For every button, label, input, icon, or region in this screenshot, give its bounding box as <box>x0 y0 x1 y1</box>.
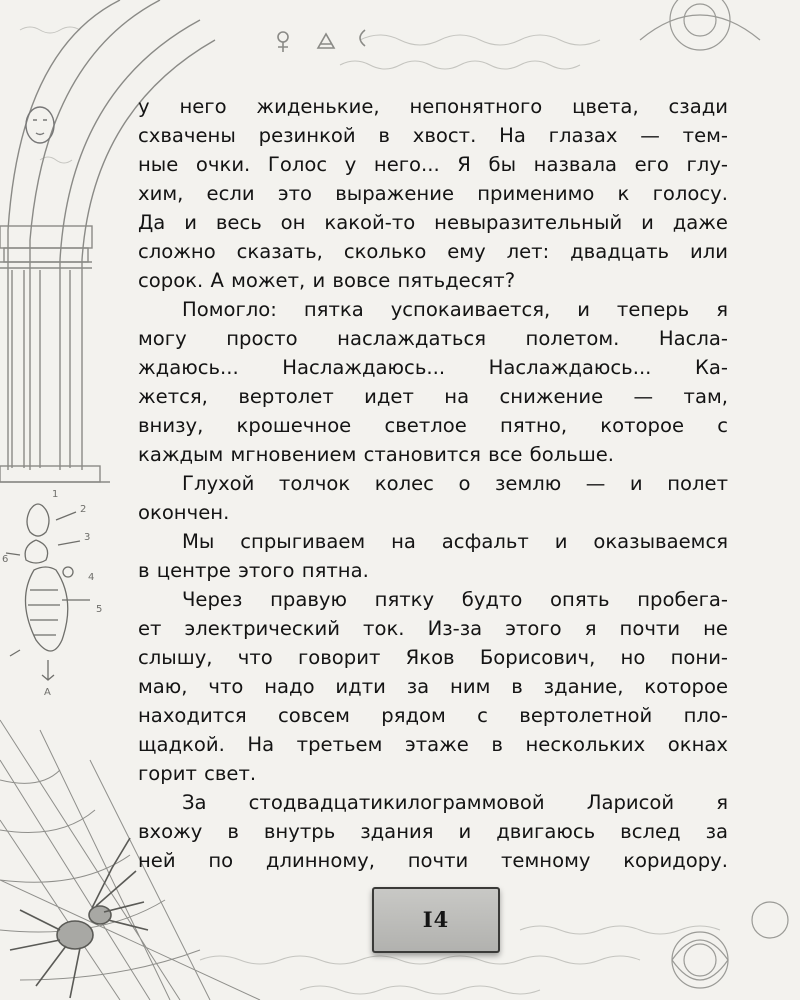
text-line: ные очки. Голос у него... Я бы назвала его глу- <box>138 153 728 176</box>
text-line: горит свет. <box>138 762 257 785</box>
text-line: окончен. <box>138 501 230 524</box>
insect-label-4: 4 <box>88 572 95 583</box>
mask-face-sketch <box>26 107 54 143</box>
text-line: ет электрический ток. Из-за этого я почти не <box>138 617 728 640</box>
text-line: могу просто наслаждаться полетом. Насла- <box>138 327 728 350</box>
text-line: Да и весь он какой-то невыразительный и даже <box>138 211 728 234</box>
text-line: жется, вертолет идет на снижение — там, <box>138 385 728 408</box>
text-line: каждым мгновением становится все больше. <box>138 443 615 466</box>
text-line: Глухой толчок колес о землю — и полет <box>182 472 728 495</box>
text-line: сложно сказать, сколько ему лет: двадцать или <box>138 240 728 263</box>
insect-label-6: 6 <box>2 554 9 565</box>
text-line: у него жиденькие, непонятного цвета, сзади <box>138 95 728 118</box>
text-line: щадкой. На третьем этаже в нескольких окнах <box>138 733 728 756</box>
text-line: ней по длинному, почти темному коридору. <box>138 849 728 872</box>
text-line: схвачены резинкой в хвост. На глазах — тем- <box>138 124 728 147</box>
text-line: слышу, что говорит Яков Борисович, но пони- <box>138 646 728 669</box>
text-line: ждаюсь... Наслаждаюсь... Наслаждаюсь... Ка- <box>138 356 728 379</box>
text-line: вхожу в внутрь здания и двигаюсь вслед за <box>138 820 728 843</box>
body-text <box>138 92 728 875</box>
insect-label-5: 5 <box>96 604 103 615</box>
text-line: внизу, крошечное светлое пятно, которое с <box>138 414 728 437</box>
insect-anatomy-sketch <box>6 504 90 680</box>
text-line: Помогло: пятка успокаивается, и теперь я <box>182 298 728 321</box>
insect-label-a: А <box>44 687 51 698</box>
text-line: За стодвадцатикилограммовой Ларисой я <box>182 791 728 814</box>
text-line: Мы спрыгиваем на асфальт и оказываемся <box>182 530 728 553</box>
insect-label-2: 2 <box>80 504 87 515</box>
text-line: в центре этого пятна. <box>138 559 369 582</box>
page-number: I4 <box>422 907 450 932</box>
text-line: находится совсем рядом с вертолетной пло- <box>138 704 728 727</box>
insect-label-3: 3 <box>84 532 91 543</box>
text-line: Через правую пятку будто опять пробега- <box>182 588 728 611</box>
text-line: маю, что надо идти за ним в здание, которое <box>138 675 728 698</box>
alchemy-symbols <box>278 30 365 52</box>
page-number-tab <box>372 887 500 953</box>
insect-label-1: 1 <box>52 489 59 500</box>
text-line: сорок. А может, и вовсе пятьдесят? <box>138 269 516 292</box>
text-line: хим, если это выражение применимо к голосу. <box>138 182 728 205</box>
